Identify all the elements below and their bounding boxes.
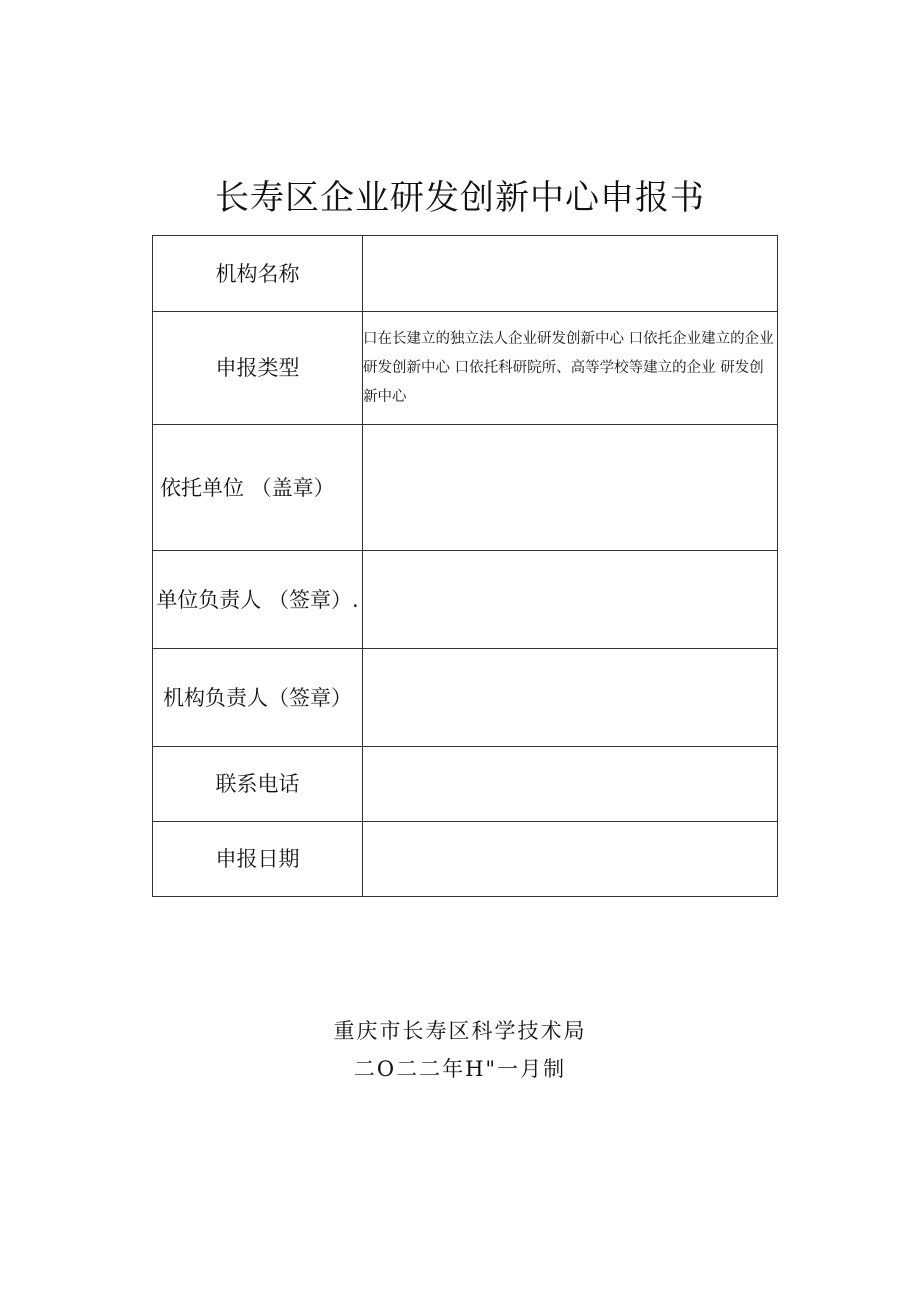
contact-phone-label: 联系电话 — [153, 747, 363, 822]
application-type-label: 申报类型 — [153, 312, 363, 425]
contact-phone-field[interactable] — [363, 747, 778, 822]
institution-head-field[interactable] — [363, 649, 778, 747]
form-row-institution-name — [153, 236, 778, 312]
form-row-application-type — [153, 312, 778, 425]
institution-name-field[interactable] — [363, 236, 778, 312]
form-row-contact-phone — [153, 747, 778, 822]
application-form-table — [152, 235, 778, 897]
application-date-label: 申报日期 — [153, 822, 363, 897]
form-row-unit-head — [153, 551, 778, 649]
supporting-unit-label: 依托单位 （盖章） — [153, 425, 363, 551]
application-date-field[interactable] — [363, 822, 778, 897]
unit-head-label: 单位负责人 （签章）. — [153, 551, 363, 649]
application-type-options[interactable]: 口在长建立的独立法人企业研发创新中心 口依托企业建立的企业研发创新中心 口依托科研院所、高等学校等建立的企业 研发创新中心 — [363, 312, 778, 425]
institution-name-label: 机构名称 — [153, 236, 363, 312]
institution-head-label: 机构负责人（签章） — [153, 649, 363, 747]
supporting-unit-field[interactable] — [363, 425, 778, 551]
form-row-institution-head — [153, 649, 778, 747]
form-row-application-date — [153, 822, 778, 897]
document-title: 长寿区企业研发创新中心申报书 — [215, 178, 705, 218]
unit-head-field[interactable] — [363, 551, 778, 649]
issuing-authority: 重庆市长寿区科学技术局 — [333, 1019, 587, 1043]
issue-date: 二O二二年H"一月制 — [353, 1057, 567, 1081]
form-row-supporting-unit — [153, 425, 778, 551]
